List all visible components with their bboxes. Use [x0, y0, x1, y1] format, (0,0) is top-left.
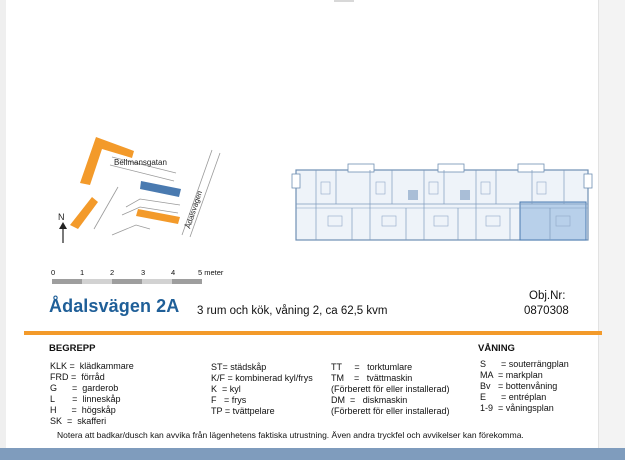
legend-item: S = souterrängplan [480, 359, 569, 369]
legend-column-1 [50, 361, 134, 427]
legend-heading-begrepp: BEGREPP [49, 343, 96, 354]
scale-bar [52, 279, 202, 284]
page-title: Ådalsvägen 2A [49, 296, 180, 316]
legend-item: Bv = bottenvåning [480, 381, 558, 391]
legend-item: TM = tvättmaskin [331, 373, 413, 383]
location-map [40, 125, 230, 250]
legend-item: K = kyl [211, 384, 241, 394]
legend-item: E = entréplan [480, 392, 547, 402]
legend-item: H = högskåp [50, 405, 116, 415]
legend-column-3 [331, 362, 450, 417]
legend-heading-vaning: VÅNING [478, 343, 515, 354]
scale-label-4: 4 [171, 268, 176, 277]
building-orange-bottom [136, 209, 180, 224]
street-label-adalsvagen: Ådalsvägen [183, 189, 205, 230]
legend-item: L = linneskåp [50, 394, 121, 404]
object-number-label: Obj.Nr: [529, 290, 566, 302]
object-number-value: 0870308 [524, 305, 569, 317]
legend-column-2 [211, 362, 313, 417]
legend-item: ST= städskåp [211, 362, 267, 372]
legend-item: MA = markplan [480, 370, 543, 380]
scale-label-2: 2 [110, 268, 115, 277]
north-arrow-head-icon [59, 222, 67, 229]
scale-label-0: 0 [51, 268, 56, 277]
scale-label-3: 3 [141, 268, 146, 277]
orange-divider [24, 331, 602, 335]
north-label: N [58, 212, 65, 222]
legend-item: TP = tvättpelare [211, 406, 275, 416]
scale-label-1: 1 [80, 268, 85, 277]
legend-item: 1-9 = våningsplan [480, 403, 554, 413]
legend-item: K/F = kombinerad kyl/frys [211, 373, 313, 383]
page-frame-right [598, 0, 625, 460]
apartment-description: 3 rum och kök, våning 2, ca 62,5 kvm [197, 305, 388, 317]
page-frame-left [0, 0, 6, 460]
legend-item: (Förberett för eller installerad) [331, 406, 450, 416]
legend-column-4 [480, 359, 569, 414]
legend-item: KLK = klädkammare [50, 361, 134, 371]
scale-label-5: 5 meter [198, 268, 224, 277]
building-blue-target [140, 181, 181, 197]
floor-plan [288, 160, 598, 245]
legend-item: TT = torktumlare [331, 362, 413, 372]
bottom-bar [0, 448, 625, 460]
legend-item: G = garderob [50, 383, 119, 393]
street-label-bellmansgatan: Bellmansgatan [114, 158, 167, 167]
legend-item: F = frys [211, 395, 247, 405]
legend-item: FRD = förråd [50, 372, 105, 382]
legend-item: DM = diskmaskin [331, 395, 408, 405]
building-orange-left [70, 197, 98, 229]
disclaimer-note: Notera att badkar/dusch kan avvika från lägenhetens faktiska utrustning. Även andra tryckfel och avvikelser kan förekomma. [57, 430, 524, 440]
legend-item: (Förberett för eller installerad) [331, 384, 450, 394]
highlighted-apartment [520, 202, 586, 240]
page-top-mark [334, 0, 354, 2]
legend-item: SK = skafferi [50, 416, 107, 426]
